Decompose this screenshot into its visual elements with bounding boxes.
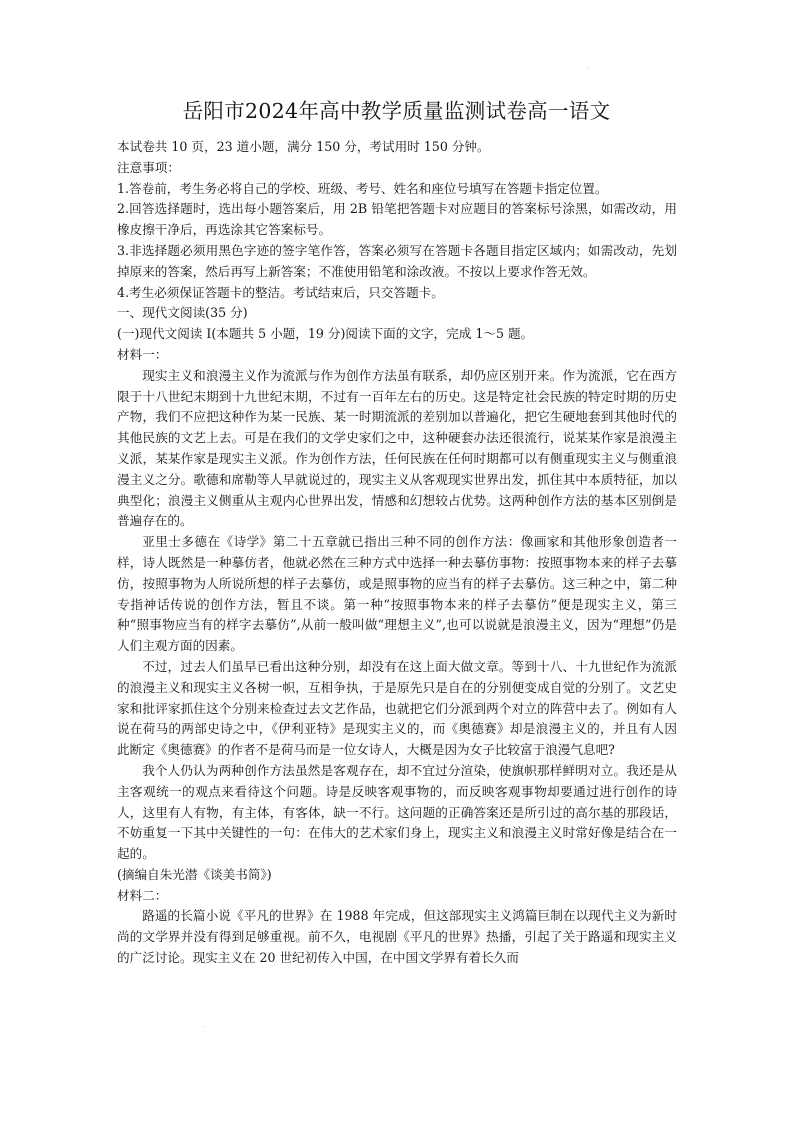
- material-1-paragraph: 亚里士多德在《诗学》第二十五章就已指出三种不同的创作方法：像画家和其他形象创造者一样，诗人既然是一种摹仿者，他就必然在三种方式中选择一种去摹仿事物：按照事物本来的样子去摹仿，按照事物为人所说所想的样子去摹仿，或是照事物的应当有的样子去摹仿。这三种之中，第二种专指神话传说的创作方法，暂且不谈。第一种“按照事物本来的样子去摹仿”便是现实主义，第三种“照事物应当有的样字去摹仿”,从前一般叫做“理想主义”,也可以说就是浪漫主义，因为“理想”仍是人们主观方面的因素。: [117, 534, 677, 654]
- exam-title: 岳阳市2024年高中教学质量监测试卷高一语文: [182, 99, 611, 123]
- material-2-paragraph: 路遥的长篇小说《平凡的世界》在 1988 年完成，但这部现实主义鸿篇巨制在以现代主义为新时尚的文学界并没有得到足够重视。前不久，电视剧《平凡的世界》热播，引起了关于路遥和现实主义的广泛讨论。现实主义在 20 世纪初传入中国，在中国文学界有着长久而: [117, 908, 677, 966]
- note-item-1: 1.答卷前，考生务必将自己的学校、班级、考号、姓名和座位号填写在答题卡指定位置。: [117, 180, 608, 196]
- exam-content: [117, 137, 677, 969]
- note-item-2: 2.回答选择题时，选出每小题答案后，用 2B 铅笔把答题卡对应题目的答案标号涂黑，如需改动，用橡皮擦干净后，再选涂其它答案标号。: [117, 201, 677, 238]
- material-2-label: 材料二：: [117, 887, 168, 903]
- material-1-paragraph: 不过，过去人们虽早已看出这种分别，却没有在这上面大做文章。等到十八、十九世纪作为流派的浪漫主义和现实主义各树一帜，互相争执，于是原先只是自在的分别便变成自觉的分别了。文艺史家和批评家抓住这个分别来检查过去文艺作品，也就把它们分派到两个对立的阵营中去了。例如有人说在荷马的两部史诗之中，《伊利亚特》是现实主义的，而《奥德赛》却是浪漫主义的，并且有人因此断定《奥德赛》的作者不是荷马而是一位女诗人，大概是因为女子比较富于浪漫气息吧?: [117, 658, 677, 758]
- exam-info-line: 本试卷共 10 页，23 道小题，满分 150 分，考试用时 150 分钟。: [117, 139, 490, 154]
- section-heading: 一、现代文阅读(35 分): [117, 305, 248, 321]
- material-1-paragraph: 我个人仍认为两种创作方法虽然是客观存在，却不宜过分渲染，使旗帜那样鲜明对立。我还是从主客观统一的观点来看待这个问题。诗是反映客观事物的，而反映客观事物却要通过进行创作的诗人，这里有人有物，有主体，有客体，缺一不行。这问题的正确答案还是所引过的高尔基的那段话，不妨重复一下其中关键性的一句：在伟大的艺术家们身上，现实主义和浪漫主义时常好像是结合在一起的。: [117, 762, 677, 862]
- material-1-label: 材料一：: [117, 346, 168, 362]
- top-dot-mark: ·: [587, 66, 589, 73]
- material-1-paragraph: 现实主义和浪漫主义作为流派与作为创作方法虽有联系，却仍应区别开来。作为流派，它在西方限于十八世纪末期到十九世纪末期，不过有一百年左右的历史。这是特定社会民族的特定时期的历史产物，我们不应把这种作为某一民族、某一时期流派的差别加以普遍化，把它生硬地套到其他时代的其他民族的文艺上去。可是在我们的文学史家们之中，这种硬套办法还很流行，说某某作家是浪漫主义派，某某作家是现实主义派。作为创作方法，任何民族在任何时期都可以有侧重现实主义与侧重浪漫主义之分。歌德和席勒等人早就说过的，现实主义从客观现实世界出发，抓住其中本质特征，加以典型化；浪漫主义侧重从主观内心世界出发，情感和幻想较占优势。这两种创作方法的基本区别倒是普遍存在的。: [117, 367, 677, 529]
- note-item-4: 4.考生必须保证答题卡的整洁。考试结束后，只交答题卡。: [117, 284, 444, 300]
- notes-heading: 注意事项：: [117, 159, 180, 175]
- subsection-heading: (一)现代文阅读 I(本题共 5 小题，19 分)阅读下面的文字，完成 1～5 题。: [117, 326, 534, 342]
- source-note: (摘编自朱光潜《谈美书简》): [117, 866, 272, 882]
- bottom-dot-mark: ·: [204, 1024, 206, 1031]
- note-item-3: 3.非选择题必须用黑色字迹的签字笔作答，答案必须写在答题卡各题目指定区域内；如需改动，先划掉原来的答案，然后再写上新答案；不准使用铅笔和涂改液。不按以上要求作答无效。: [117, 242, 677, 279]
